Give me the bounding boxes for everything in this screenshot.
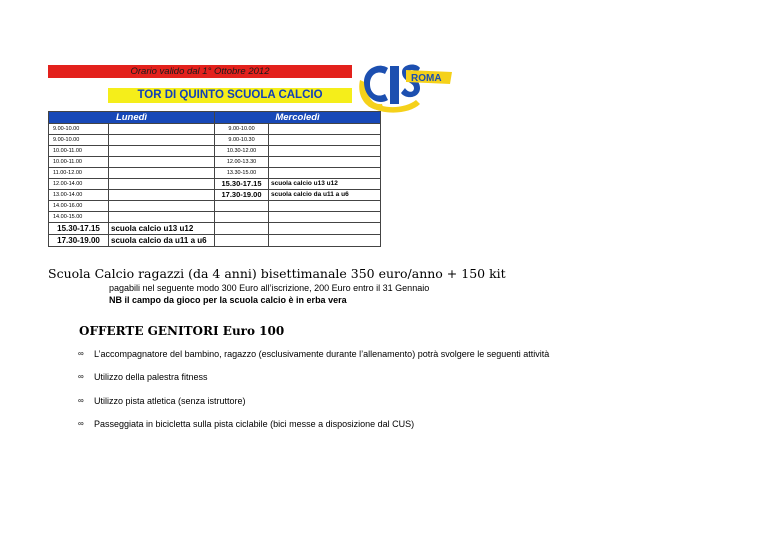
- wed-activity-cell: scuola calcio da u11 a u6: [269, 190, 381, 201]
- table-row: [49, 146, 381, 157]
- mon-activity-cell: [109, 124, 215, 135]
- mon-time-cell: 10.00-11.00: [49, 146, 109, 157]
- day-header-wednesday: Mercoledì: [215, 112, 381, 124]
- validity-banner: Orario valido dal 1° Ottobre 2012: [48, 65, 352, 78]
- mon-activity-cell: [109, 157, 215, 168]
- infinity-bullet-icon: ∞: [78, 396, 84, 405]
- field-note: NB il campo da gioco per la scuola calcio è in erba vera: [109, 295, 347, 305]
- wed-activity-cell: [269, 201, 381, 212]
- table-row: [49, 179, 381, 190]
- mon-activity-cell: scuola calcio da u11 a u6: [109, 235, 215, 247]
- table-row: [49, 168, 381, 179]
- parent-offers-title: OFFERTE GENITORI: [79, 324, 219, 338]
- mon-activity-cell: scuola calcio u13 u12: [109, 223, 215, 235]
- wed-time-cell: [215, 201, 269, 212]
- mon-time-cell: 11.00-12.00: [49, 168, 109, 179]
- mon-activity-cell: [109, 179, 215, 190]
- logo-icon: [354, 60, 454, 115]
- wed-activity-cell: [269, 212, 381, 223]
- kit-pricing-title: Scuola Calcio ragazzi (da 4 anni) bisettimanale 350 euro/anno + 150 kit: [48, 266, 506, 281]
- mon-time-cell: 9.00-10.00: [49, 124, 109, 135]
- wed-time-cell: 15.30-17.15: [215, 179, 269, 190]
- mon-time-cell: 14.00-16.00: [49, 201, 109, 212]
- mon-time-cell: 9.00-10.00: [49, 135, 109, 146]
- mon-activity-cell: [109, 168, 215, 179]
- mon-activity-cell: [109, 190, 215, 201]
- mon-activity-cell: [109, 135, 215, 146]
- wed-time-cell: [215, 235, 269, 247]
- table-row: [49, 201, 381, 212]
- wed-activity-cell: [269, 124, 381, 135]
- table-row: [49, 235, 381, 247]
- wed-time-cell: 17.30-19.00: [215, 190, 269, 201]
- wed-time-cell: 9.00-10.00: [215, 124, 269, 135]
- mon-time-cell: 15.30-17.15: [49, 223, 109, 235]
- parent-offers-heading: [79, 324, 284, 338]
- wed-time-cell: 12.00-13.30: [215, 157, 269, 168]
- cus-roma-logo: [354, 60, 454, 115]
- wed-activity-cell: [269, 146, 381, 157]
- wed-activity-cell: [269, 135, 381, 146]
- wed-activity-cell: [269, 223, 381, 235]
- mon-time-cell: 13.00-14.00: [49, 190, 109, 201]
- table-row: [49, 135, 381, 146]
- parent-offers-price: Euro 100: [222, 324, 285, 338]
- table-row: [49, 212, 381, 223]
- offer-item-text: Passeggiata in bicicletta sulla pista ciclabile (bici messe a disposizione dal CUS): [94, 419, 415, 429]
- wed-time-cell: [215, 212, 269, 223]
- infinity-bullet-icon: ∞: [78, 419, 84, 428]
- day-header-monday: Lunedì: [49, 112, 215, 124]
- wed-activity-cell: [269, 168, 381, 179]
- table-row: [49, 190, 381, 201]
- wed-activity-cell: [269, 157, 381, 168]
- mon-activity-cell: [109, 212, 215, 223]
- mon-activity-cell: [109, 201, 215, 212]
- payment-terms: pagabili nel seguente modo 300 Euro all’iscrizione, 200 Euro entro il 31 Gennaio: [109, 283, 430, 293]
- wed-time-cell: [215, 223, 269, 235]
- table-row: [49, 223, 381, 235]
- mon-activity-cell: [109, 146, 215, 157]
- mon-time-cell: 10.00-11.00: [49, 157, 109, 168]
- table-row: [49, 124, 381, 135]
- infinity-bullet-icon: ∞: [78, 372, 84, 381]
- wed-time-cell: 9.00-10.30: [215, 135, 269, 146]
- offer-item-text: L’accompagnatore del bambino, ragazzo (esclusivamente durante l’allenamento) potrà svolgere le seguenti attività: [94, 349, 550, 359]
- table-row: [49, 157, 381, 168]
- mon-time-cell: 14.00-15.00: [49, 212, 109, 223]
- wed-activity-cell: [269, 235, 381, 247]
- mon-time-cell: 12.00-14.00: [49, 179, 109, 190]
- wed-activity-cell: scuola calcio u13 u12: [269, 179, 381, 190]
- offer-item-text: Utilizzo della palestra fitness: [94, 372, 208, 382]
- page-title: TOR DI QUINTO SCUOLA CALCIO: [108, 88, 352, 103]
- schedule-header-row: [49, 112, 381, 124]
- logo-text: ROMA: [411, 73, 442, 84]
- wed-time-cell: 10.30-12.00: [215, 146, 269, 157]
- wed-time-cell: 13.30-15.00: [215, 168, 269, 179]
- infinity-bullet-icon: ∞: [78, 349, 84, 358]
- mon-time-cell: 17.30-19.00: [49, 235, 109, 247]
- offer-item-text: Utilizzo pista atletica (senza istruttore): [94, 396, 246, 406]
- schedule-table: [48, 111, 381, 247]
